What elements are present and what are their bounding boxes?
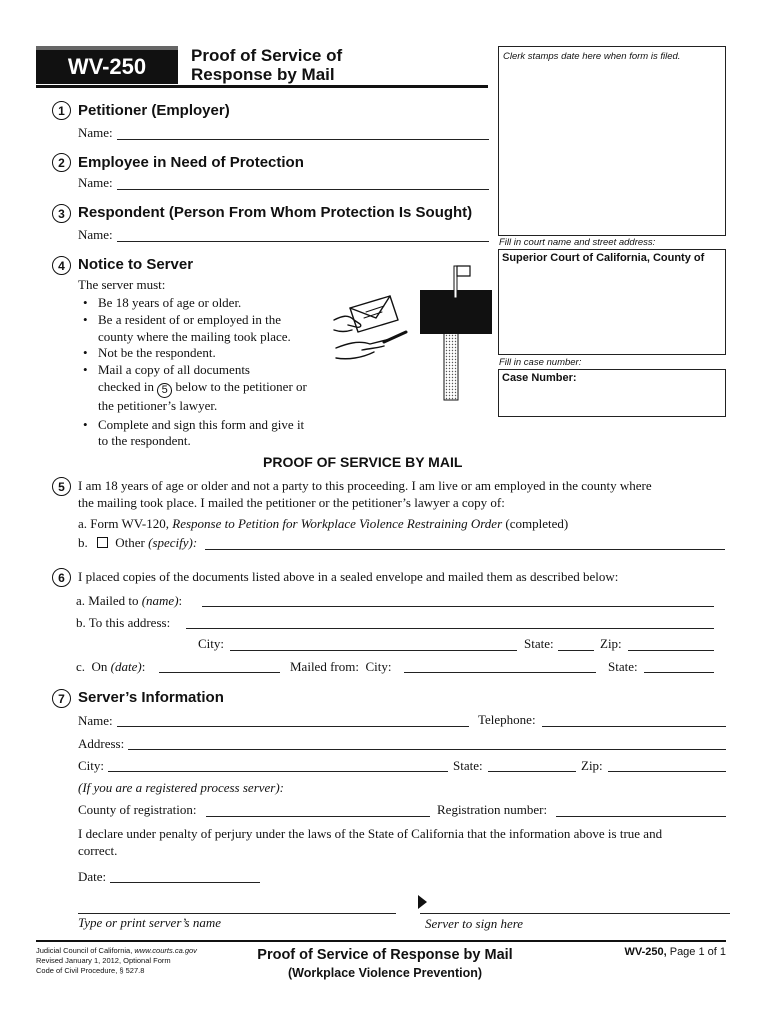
footer-title-main: Proof of Service of Response by Mail [257, 947, 513, 963]
form-title-line1: Proof of Service of [191, 46, 343, 65]
header-rule [36, 85, 488, 88]
section-5-ref: 5 [157, 383, 172, 398]
court-note: Fill in court name and street address: [499, 237, 656, 248]
requirement-item: • Be a resident of or employed in the county where the mailing took place. [74, 312, 334, 346]
section-5-line2: the mailing took place. I mailed the petitioner or the petitioner’s lawyer a copy of: [78, 495, 505, 510]
footer-rule [36, 940, 726, 942]
hand-with-letter-illustration [332, 290, 412, 370]
section-7-heading: Server’s Information [78, 689, 224, 706]
registered-server-note: (If you are a registered process server): [78, 780, 285, 795]
mailing-city-field[interactable] [230, 650, 517, 651]
date-label: Date: [78, 869, 107, 884]
mailing-zip-field[interactable] [628, 650, 714, 651]
petitioner-name-field[interactable] [117, 139, 489, 140]
mailed-from-label: Mailed from: City: [290, 659, 392, 674]
other-specify-field[interactable] [205, 549, 725, 550]
footer-title-sub: (Workplace Violence Prevention) [287, 966, 483, 980]
mailed-to-name-field[interactable] [202, 606, 714, 607]
declaration-line1: I declare under penalty of perjury under the laws of the State of California that the information above is true and [78, 826, 663, 841]
section-1-number: 1 [52, 101, 71, 120]
server-telephone-field[interactable] [542, 726, 726, 727]
section-3-heading: Respondent (Person From Whom Protection Is Sought) [78, 204, 473, 221]
mail-date-field[interactable] [159, 672, 280, 673]
address-label: b. To this address: [76, 615, 171, 630]
section-3-name-label: Name: [78, 227, 113, 242]
section-2-heading: Employee in Need of Protection [78, 154, 304, 171]
form-title [191, 46, 342, 84]
server-address-field[interactable] [128, 749, 726, 750]
section-1-name-label: Name: [78, 125, 113, 140]
server-address-label: Address: [78, 736, 125, 751]
case-note: Fill in case number: [499, 357, 582, 368]
form-title-line2: Response by Mail [191, 65, 335, 84]
declaration-line2: correct. [78, 843, 118, 858]
server-zip-label: Zip: [581, 758, 603, 773]
requirement-item: • Complete and sign this form and give it to the respondent. [74, 417, 334, 451]
mailbox-illustration [418, 262, 494, 402]
mailing-state-label: State: [524, 636, 554, 651]
case-number-box[interactable] [498, 369, 726, 417]
other-checkbox[interactable] [97, 537, 108, 548]
section-3-number: 3 [52, 204, 71, 223]
registration-number-label: Registration number: [437, 802, 548, 817]
server-state-label: State: [453, 758, 483, 773]
mailed-from-state-field[interactable] [644, 672, 714, 673]
section-4-heading: Notice to Server [78, 256, 194, 273]
registration-number-field[interactable] [556, 816, 726, 817]
requirement-item: • Mail a copy of all documents checked in 5 below to the petitioner or the petitioner’s lawyer. [74, 362, 334, 414]
court-label: Superior Court of California, County of [502, 252, 705, 264]
arrow-right-icon [418, 895, 427, 909]
case-number-label: Case Number: [502, 372, 577, 384]
footer-revised: Revised January 1, 2012, Optional Form [36, 956, 171, 965]
mailing-city-label: City: [198, 636, 225, 651]
section-6-number: 6 [52, 568, 71, 587]
mailed-from-state-label: State: [608, 659, 638, 674]
footer-page: WV-250, Page 1 of 1 [624, 946, 726, 958]
footer-left [36, 946, 197, 976]
section-4-number: 4 [52, 256, 71, 275]
section-2-number: 2 [52, 153, 71, 172]
printed-name-caption: Type or print server’s name [78, 915, 221, 930]
server-telephone-label: Telephone: [478, 712, 536, 727]
server-name-field[interactable] [117, 726, 469, 727]
printed-name-field[interactable] [78, 913, 396, 914]
footer-code: Code of Civil Procedure, § 527.8 [36, 966, 145, 975]
section-7-number: 7 [52, 689, 71, 708]
clerk-stamp-box [498, 46, 726, 236]
server-city-field[interactable] [108, 771, 448, 772]
employee-name-field[interactable] [117, 189, 489, 190]
respondent-name-field[interactable] [117, 241, 489, 242]
signature-caption: Server to sign here [425, 916, 524, 931]
mailing-zip-label: Zip: [600, 636, 622, 651]
court-name-box[interactable] [498, 249, 726, 355]
form-code-badge [36, 46, 178, 84]
clerk-stamp-text: Clerk stamps date here when form is filed. [503, 51, 681, 62]
mail-date-label: c. On (date): [76, 659, 146, 674]
requirement-item: • Not be the respondent. [74, 345, 334, 362]
section-5-number: 5 [52, 477, 71, 496]
footer-title [220, 946, 550, 982]
section-5-item-b: b. Other (specify): [78, 535, 198, 550]
section-5-item-a: a. Form WV-120, Response to Petition for Workplace Violence Restraining Order (completed) [78, 516, 569, 531]
footer-publisher: Judicial Council of California, www.courts.ca.gov [36, 946, 197, 955]
mailing-address-field[interactable] [186, 628, 714, 629]
section-5-line1: I am 18 years of age or older and not a party to this proceeding. I am live or am employed in the county where [78, 478, 652, 493]
section-4-intro: The server must: [78, 277, 166, 292]
mailed-from-city-field[interactable] [404, 672, 596, 673]
section-6-line1: I placed copies of the documents listed above in a sealed envelope and mailed them as described below: [78, 569, 619, 584]
server-requirements-list [74, 295, 334, 450]
county-registration-field[interactable] [206, 816, 430, 817]
county-registration-label: County of registration: [78, 802, 197, 817]
server-city-label: City: [78, 758, 105, 773]
signature-field[interactable] [420, 913, 730, 914]
server-state-field[interactable] [488, 771, 576, 772]
form-code: WV-250 [67, 54, 147, 79]
mailing-state-field[interactable] [558, 650, 594, 651]
mailed-to-label: a. Mailed to (name): [76, 593, 183, 608]
server-zip-field[interactable] [608, 771, 726, 772]
section-1-heading: Petitioner (Employer) [78, 102, 230, 119]
proof-of-service-heading: PROOF OF SERVICE BY MAIL [263, 454, 463, 470]
server-name-label: Name: [78, 713, 113, 728]
section-2-name-label: Name: [78, 175, 113, 190]
requirement-item: • Be 18 years of age or older. [74, 295, 334, 312]
date-field[interactable] [110, 882, 260, 883]
